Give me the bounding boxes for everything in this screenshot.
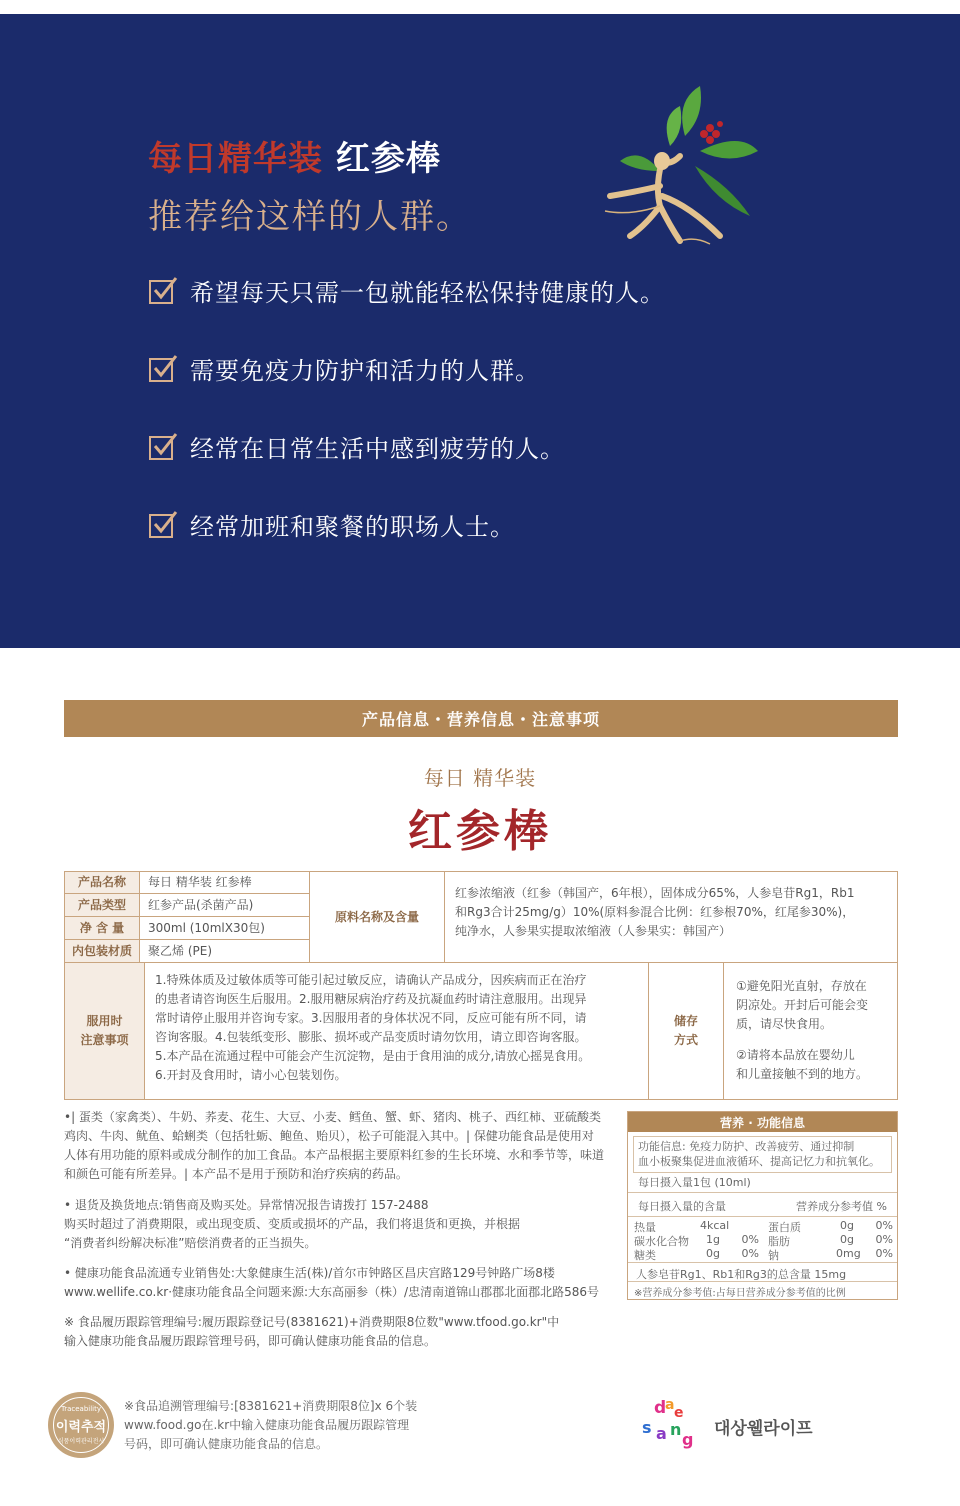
info-section-bar: 产品信息・营养信息・注意事项 [64, 700, 898, 737]
table-value: 300ml (10mlX30包) [139, 916, 310, 940]
hero-subtitle: 推荐给这样的人群。 [148, 197, 472, 237]
nutrition-header: 每日摄入量的含量 营养成分参考值 % [628, 1192, 897, 1216]
table-label: 产品名称 [64, 871, 140, 894]
serving-size: 每日摄入量1包 (10ml) [638, 1176, 751, 1189]
nutrition-grid [628, 1216, 897, 1262]
list-item [148, 348, 848, 388]
table-row: 热量 4kcal [634, 1219, 730, 1234]
checkbox-icon [148, 353, 178, 383]
traceability-badge-icon: Traceability 이력추적 식품이력관리전시 [48, 1392, 114, 1458]
daesang-logo-icon [636, 1395, 706, 1450]
table-label: 产品类型 [64, 893, 140, 917]
list-item [148, 270, 848, 310]
brand-title: 红参棒 [408, 806, 552, 857]
top-strip [0, 0, 960, 14]
nutrition-title: 营养 · 功能信息 [628, 1112, 897, 1132]
svg-text:d: d [654, 1398, 667, 1418]
ingredients-label: 原料名称及含量 [309, 871, 445, 963]
table-label: 净 含 量 [64, 916, 140, 940]
nutrition-box [627, 1111, 898, 1300]
table-row: 脂肪 0g 0% [768, 1233, 893, 1248]
hero-title-red: 每日精华装 [148, 139, 323, 179]
list-item [148, 504, 848, 544]
checkbox-icon [148, 509, 178, 539]
hero-banner [0, 14, 960, 648]
hero-title-white: 红参棒 [335, 139, 441, 179]
svg-text:a: a [665, 1397, 675, 1413]
check-text: 希望每天只需一包就能轻松保持健康的人。 [190, 278, 665, 307]
svg-text:n: n [670, 1420, 682, 1439]
return-note: • 退货及换货地点:销售商及购买处。异常情况报告请拨打 157-2488 购买时超过了消费期限，或出现变质、变质或损坏的产品，我们将退货和更换，并根据 “消费者纠纷解决标准”赔偿消费者的正当损失。 [64, 1198, 521, 1250]
table-value: 红参产品(杀菌产品) [139, 893, 310, 917]
storage-text: ①避免阳光直射，存放在 阴凉处。开封后可能会变 质，请尽快食用。 ②请将本品放在婴幼儿 和儿童接触不到的地方。 [723, 962, 898, 1100]
check-text: 经常在日常生活中感到疲劳的人。 [190, 434, 565, 463]
traceability-note: ※ 食品履历跟踪管理编号:履历跟踪登记号(8381621)+消费期限8位数"www.tfood.go.kr"中 输入健康功能食品履历跟踪管理号码，即可确认健康功能食品的信息。 [64, 1315, 560, 1348]
ginseng-icon [600, 76, 760, 246]
svg-text:g: g [682, 1430, 694, 1449]
ginsenoside-row: 人参皂苷Rg1、Rb1和Rg3的总含量 15mg [628, 1262, 897, 1281]
hero-title [148, 131, 441, 180]
distributor-note: • 健康功能食品流通专业销售处:大象健康生活(株)/首尔市钟路区昌庆宫路129号钟路广场8楼 www.wellife.co.kr·健康功能食品全问题来源:大东高丽参（株）/忠清南道锦山郡郡北面郡北路586号 [64, 1266, 600, 1299]
svg-text:a: a [656, 1424, 667, 1443]
ingredients-line: 红参浓缩液（红参（韩国产，6年根），固体成分65%，人参皂苷Rg1，Rb1 [455, 886, 855, 900]
company-name: 대상웰라이프 [714, 1419, 813, 1439]
check-text: 经常加班和聚餐的职场人士。 [190, 512, 515, 541]
storage-label: 储存 方式 [648, 962, 724, 1100]
table-row: 钠 0mg 0% [768, 1247, 893, 1262]
table-label: 内包装材质 [64, 939, 140, 963]
traceability-text: ※食品追溯管理编号:[8381621+消费期限8位]x 6个装 www.food.go在.kr中输入健康功能食品履历跟踪管理 号码，即可确认健康功能食品的信息。 [124, 1399, 418, 1451]
table-value: 每日 精华装 红参棒 [139, 871, 310, 894]
ingredients-line: 纯净水，人参果实提取浓缩液（人参果实：韩国产） [455, 924, 732, 938]
checkbox-icon [148, 431, 178, 461]
svg-text:s: s [642, 1418, 652, 1437]
ingredients-line: 和Rg3合计25mg/g）10%(原料参混合比例：红参根70%，红尾参30%)， [455, 905, 855, 919]
table-row: 碳水化合物 1g 0% [634, 1233, 759, 1248]
list-item [148, 426, 848, 466]
nutrition-footnote: ※营养成分参考值:占每日营养成分参考值的比例 [628, 1281, 897, 1299]
function-info: 功能信息: 免疫力防护、改善疲劳、通过抑制 血小板聚集促进血液循环、提高记忆力和抗氧化。 [633, 1136, 892, 1173]
table-row: 蛋白质 0g 0% [768, 1219, 893, 1234]
caution-label: 服用时 注意事项 [64, 962, 145, 1100]
checkbox-icon [148, 275, 178, 305]
ingredients-value [444, 871, 898, 963]
caution-text: 1.特殊体质及过敏体质等可能引起过敏反应，请确认产品成分，因疾病而正在治疗 的患者请咨询医生后服用。2.服用糖尿病治疗药及抗凝血药时请注意服用。出现异 常时请停止服用并咨询专家。3.因服用者的身体状况不同，反应可能有所不同，请 咨询客服。4.包装纸变形、膨胀、损坏或产品变质时请勿饮用，请立即咨询客服。 5.本产品在流通过程中可能会产生沉淀物，是由于食用油的成分,请放心摇晃食用。 6.开封及食用时，请小心包装划伤。 [144, 962, 649, 1100]
allergy-note: •| 蛋类（家禽类）、牛奶、荞麦、花生、大豆、小麦、鳕鱼、蟹、虾、猪肉、桃子、西红柿、亚硫酸类 鸡肉、牛肉、鱿鱼、蛤蜊类（包括牡蛎、鲍鱼、贻贝），松子可能混入其中。| 保健功能食品是使用对 人体有用功能的原料或成分制作的加工食品。本产品根据主要原料红参的生长环境、水和季节等，味道 和颜色可能有所差异。| 本产品不是用于预防和治疗疾病的药品。 [64, 1110, 605, 1181]
svg-text:e: e [674, 1405, 684, 1421]
table-value: 聚乙烯 (PE) [139, 939, 310, 963]
check-text: 需要免疫力防护和活力的人群。 [190, 356, 540, 385]
brand-subtitle: 每日 精华装 [423, 766, 537, 790]
table-row: 糖类 0g 0% [634, 1247, 759, 1262]
